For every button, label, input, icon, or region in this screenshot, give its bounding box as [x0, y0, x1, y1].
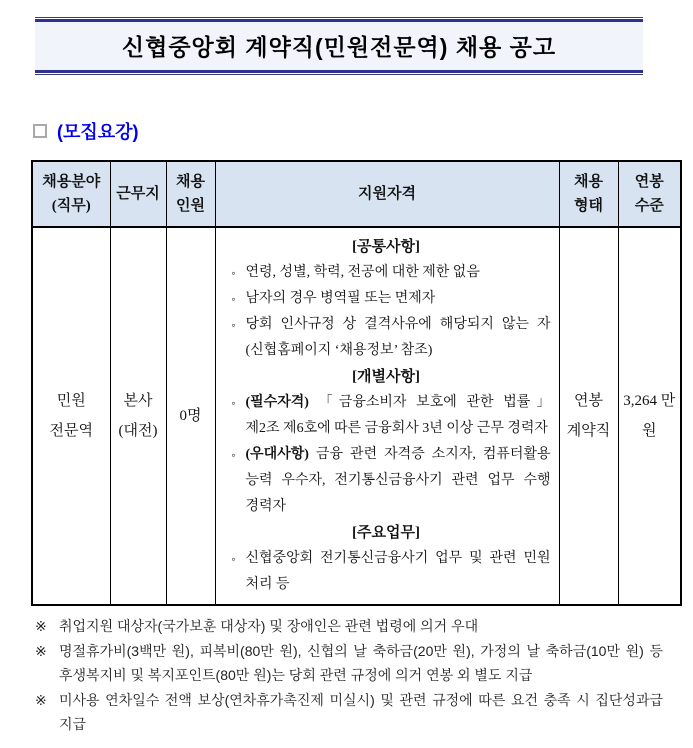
- footnote: [31, 614, 665, 638]
- col-header-workplace: 근무지: [110, 161, 166, 227]
- qualification-item-text: (필수자격) 「금융소비자 보호에 관한 법률」 제2조 제6호에 따른 금융회사 3년 이상 근무 경력자: [245, 395, 551, 436]
- section-heading: [33, 118, 665, 144]
- col-header-employment-type: 채용 형태: [559, 161, 618, 227]
- qualification-item-text: 신협중앙회 전기통신금융사기 업무 및 관련 민원 처리 등: [245, 551, 551, 592]
- qualification-item: [222, 260, 551, 286]
- cell-category: 민원 전문역: [32, 227, 110, 605]
- table-row: [32, 227, 681, 605]
- circle-bullet-icon: ◦: [231, 318, 236, 332]
- qualification-item: [222, 390, 551, 442]
- qualification-item: [222, 286, 551, 312]
- footnote-text: 취업지원 대상자(국가보훈 대상자) 및 장애인은 관련 법령에 의거 우대: [59, 618, 479, 634]
- circle-bullet-icon: ◦: [231, 292, 236, 306]
- table-header-row: [32, 161, 681, 227]
- qualification-item: [222, 312, 551, 364]
- qualification-group-heading: [개별사항]: [352, 369, 420, 385]
- col-header-qualifications: 지원자격: [215, 161, 559, 227]
- notes-section: [31, 614, 665, 736]
- col-header-salary: 연봉 수준: [618, 161, 681, 227]
- recruitment-table: [31, 160, 682, 606]
- qualification-item: [222, 442, 551, 520]
- qualification-item-text: 연령, 성별, 학력, 전공에 대한 제한 없음: [245, 265, 480, 280]
- col-header-category: 채용분야 (직무): [32, 161, 110, 227]
- footnote-text: 미사용 연차일수 전액 보상(연차휴가촉진제 미실시) 및 관련 규정에 따른 요건 충족 시 집단성과급 지급: [59, 692, 663, 732]
- square-bullet-icon: [33, 124, 47, 138]
- qualification-item: [222, 546, 551, 598]
- footnote-text: 명절휴가비(3백만 원), 피복비(80만 원), 신협의 날 축하금(20만 원), 가정의 날 축하금(10만 원) 등 후생복지비 및 복지포인트(80만 원)는 당회 관련 규정에 의거 연봉 외 별도 지급: [59, 643, 663, 683]
- qualification-item-text: 남자의 경우 병역필 또는 면제자: [245, 291, 436, 306]
- reference-mark-icon: ※: [35, 643, 47, 659]
- cell-workplace: 본사 (대전): [110, 227, 166, 605]
- qualification-group-heading: [공통사항]: [352, 239, 420, 255]
- cell-headcount: 0명: [166, 227, 215, 605]
- qualification-item-text: 당회 인사규정 상 결격사유에 해당되지 않는 자(신협홈페이지 ‘채용정보’ 참조): [245, 317, 551, 358]
- footnote: [31, 639, 665, 687]
- section-heading-label: (모집요강): [57, 122, 139, 142]
- footnote: [31, 688, 665, 736]
- circle-bullet-icon: ◦: [231, 266, 236, 280]
- cell-salary: 3,264 만 원: [618, 227, 681, 605]
- circle-bullet-icon: ◦: [231, 552, 236, 566]
- page-title: 신협중앙회 계약직(민원전문역) 채용 공고: [121, 34, 557, 60]
- qualification-group-heading: [주요업무]: [352, 525, 420, 541]
- qualification-item-bold-label: (우대사항): [245, 447, 316, 462]
- col-header-headcount: 채용 인원: [166, 161, 215, 227]
- title-banner-inner: [35, 19, 643, 73]
- title-banner: [35, 17, 643, 75]
- reference-mark-icon: ※: [35, 692, 47, 708]
- qualifications-cell: [215, 227, 559, 605]
- cell-employment-type: 연봉 계약직: [559, 227, 618, 605]
- qualification-item-text: (우대사항) 금융 관련 자격증 소지자, 컴퓨터활용 능력 우수자, 전기통신금융사기 관련 업무 수행 경력자: [245, 447, 551, 514]
- qualification-item-bold-label: (필수자격): [245, 395, 319, 410]
- circle-bullet-icon: ◦: [231, 396, 236, 410]
- circle-bullet-icon: ◦: [231, 448, 236, 462]
- reference-mark-icon: ※: [35, 618, 47, 634]
